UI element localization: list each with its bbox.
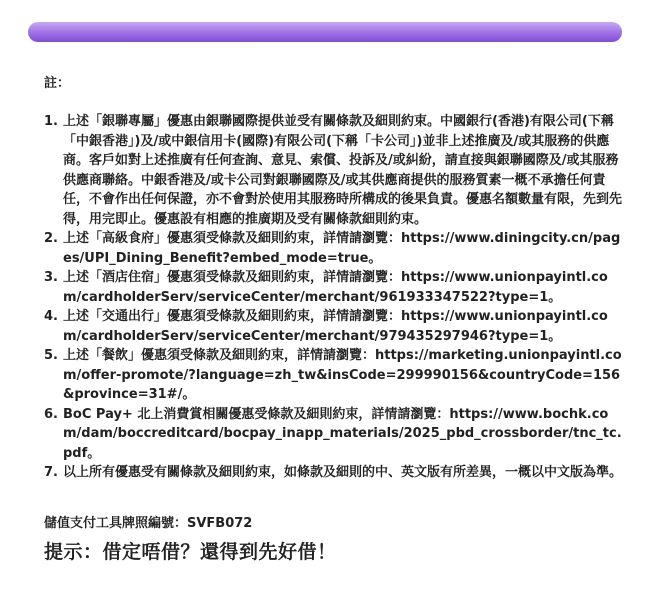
note-number: 3. bbox=[44, 270, 58, 285]
note-text: 上述「交通出行」優惠須受條款及細則約束，詳情請瀏覽：https://www.unionpayintl.com/cardholderServ/serviceCenter/merchant/979435297946?type=1。 bbox=[63, 309, 608, 344]
note-item bbox=[44, 112, 624, 229]
note-number: 4. bbox=[44, 309, 58, 324]
note-text: 上述「酒店住宿」優惠須受條款及細則約束，詳情請瀏覽：https://www.unionpayintl.com/cardholderServ/serviceCenter/merchant/961933347522?type=1。 bbox=[63, 270, 608, 305]
note-text: BoC Pay+ 北上消費賞相關優惠受條款及細則約束，詳情請瀏覽：https://www.bochk.com/dam/boccreditcard/bocpay_inapp_materials/2025_pbd_crossborder/tnc_tc.pdf。 bbox=[63, 406, 622, 461]
note-number: 1. bbox=[44, 114, 58, 129]
license-number: 儲值支付工具牌照編號：SVFB072 bbox=[44, 516, 253, 531]
note-text: 上述「高級食府」優惠須受條款及細則約束，詳情請瀏覽：https://www.diningcity.cn/pages/UPI_Dining_Benefit?embed_mode=true。 bbox=[63, 231, 621, 266]
note-item bbox=[44, 463, 624, 483]
note-item bbox=[44, 346, 624, 405]
note-item bbox=[44, 229, 624, 268]
notes-section bbox=[44, 74, 624, 483]
note-text: 以上所有優惠受有關條款及細則約束，如條款及細則的中、英文版有所差異，一概以中文版為準。 bbox=[63, 465, 623, 480]
note-item bbox=[44, 268, 624, 307]
notes-list bbox=[44, 112, 624, 483]
note-number: 7. bbox=[44, 465, 58, 480]
note-number: 6. bbox=[44, 406, 58, 422]
note-number: 5. bbox=[44, 348, 58, 363]
note-text: 上述「餐飲」優惠須受條款及細則約束，詳情請瀏覽：https://marketing.unionpayintl.com/offer-promote/?language=zh_tw&insCode=299990156&countryCode=156&province=31#/。 bbox=[63, 348, 622, 402]
note-text: 上述「銀聯專屬」優惠由銀聯國際提供並受有關條款及細則約束。中國銀行(香港)有限公司(下稱「中銀香港」)及/或中銀信用卡(國際)有限公司(下稱「卡公司」)並非上述推廣及/或其服務的供應商。客戶如對上述推廣有任何查詢、意見、索償、投訴及/或糾紛，請直接與銀聯國際及/或其服務供應商聯絡。中銀香港及/或卡公司對銀聯國際及/或其供應商提供的服務質素一概不承擔任何責任，不會作出任何保證，亦不會對於使用其服務時所構成的後果負責。優惠名額數量有限，先到先得，用完即止。優惠設有相應的推廣期及受有關條款細則約束。 bbox=[63, 114, 623, 227]
header-banner-bar bbox=[28, 22, 622, 42]
notes-heading: 註： bbox=[44, 76, 71, 91]
note-number: 2. bbox=[44, 231, 58, 246]
borrowing-tip: 提示：借定唔借？還得到先好借！ bbox=[44, 541, 337, 563]
note-item bbox=[44, 405, 624, 464]
note-item bbox=[44, 307, 624, 346]
